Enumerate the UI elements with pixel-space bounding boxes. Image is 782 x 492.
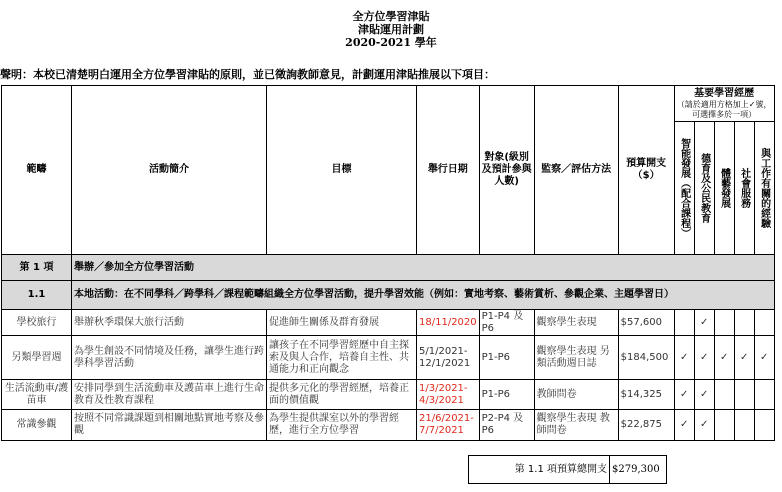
row-description: 按照不同常識課題到相關地點實地考察及參觀 (72, 410, 267, 441)
row-category: 常識參觀 (2, 410, 72, 441)
row-evaluation: 觀察學生表現 教師問卷 (534, 410, 618, 441)
row-target: P1-P6 (479, 380, 534, 410)
row-goal: 讓孩子在不同學習經歷中自主探索及與人合作，培養自主性、共通能力和正向觀念 (267, 336, 417, 380)
header-date: 舉行日期 (417, 86, 480, 255)
check-cell: ✓ (694, 380, 714, 410)
row-goal: 提供多元化的學習經歷，培養正面的價值觀 (267, 380, 417, 410)
row-description: 為學生創設不同情境及任務，讓學生進行跨學科學習活動 (72, 336, 267, 380)
row-evaluation: 教師問卷 (534, 380, 618, 410)
check-cell: ✓ (694, 310, 714, 336)
row-date: 21/6/2021-7/7/2021 (417, 410, 480, 441)
document-title (0, 10, 782, 49)
row-budget: $57,600 (618, 310, 674, 336)
table-row (2, 380, 775, 410)
row-description: 舉辦秋季環保大旅行活動 (72, 310, 267, 336)
header-exp-intellectual: 智能發展（配合課程） (674, 122, 694, 255)
check-cell (674, 310, 694, 336)
title-line-1: 全方位學習津貼 (352, 10, 430, 23)
check-cell (714, 310, 734, 336)
subitem-title: 本地活動：在不同學科／跨學科／課程範疇組織全方位學習活動，提升學習效能（例如：實地考察、藝術賞析、參觀企業、主題學習日） (72, 281, 775, 310)
check-cell (714, 380, 734, 410)
declaration-statement: 聲明：本校已清楚明白運用全方位學習津貼的原則，並已徵詢教師意見，計劃運用津貼推展以下項目： (0, 68, 495, 81)
check-cell: ✓ (674, 380, 694, 410)
total-label: 第 1.1 項預算總開支 (469, 456, 610, 484)
row-budget: $14,325 (618, 380, 674, 410)
check-cell (714, 410, 734, 441)
check-cell: ✓ (694, 336, 714, 380)
title-line-2: 津貼運用計劃 (358, 23, 424, 36)
header-description: 活動簡介 (72, 86, 267, 255)
header-exp-service: 社會服務 (734, 122, 754, 255)
header-category: 範疇 (2, 86, 72, 255)
row-evaluation: 觀察學生表現 另類活動週日誌 (534, 336, 618, 380)
check-cell (754, 310, 774, 336)
check-cell (734, 410, 754, 441)
check-cell: ✓ (694, 410, 714, 441)
title-line-3: 2020-2021 學年 (345, 36, 437, 49)
plan-table (1, 85, 775, 441)
row-goal: 促進師生關係及群育發展 (267, 310, 417, 336)
check-cell: ✓ (714, 336, 734, 380)
check-cell (734, 310, 754, 336)
check-cell: ✓ (754, 336, 774, 380)
row-target: P2-P4 及 P6 (479, 410, 534, 441)
header-evaluation: 監察／評估方法 (534, 86, 618, 255)
row-evaluation: 觀察學生表現 (534, 310, 618, 336)
table-row (2, 410, 775, 441)
row-category: 生活流動車/護苗車 (2, 380, 72, 410)
row-target: P1-P4 及 P6 (479, 310, 534, 336)
row-budget: $22,875 (618, 410, 674, 441)
header-exp-arts: 體藝發展 (714, 122, 734, 255)
row-date: 1/3/2021-4/3/2021 (417, 380, 480, 410)
table-row (2, 336, 775, 380)
check-cell (754, 380, 774, 410)
header-goal: 目標 (267, 86, 417, 255)
header-exp-work: 與工作有關的經驗 (754, 122, 774, 255)
row-target: P1-P6 (479, 336, 534, 380)
header-basic-experiences (674, 86, 774, 122)
table-row (2, 310, 775, 336)
header-target: 對象(級別及預計參與人數) (479, 86, 534, 255)
total-table (468, 455, 667, 484)
check-cell (734, 380, 754, 410)
row-description: 安排同學到生活流動車及護苗車上進行生命教育及性教育課程 (72, 380, 267, 410)
item-number: 第 1 項 (2, 255, 72, 281)
row-goal: 為學生提供課室以外的學習經歷，進行全方位學習 (267, 410, 417, 441)
row-date: 5/1/2021-12/1/2021 (417, 336, 480, 380)
basic-note: （請於適用方格加上✓號，可選擇多於一項） (676, 99, 772, 119)
check-cell: ✓ (674, 410, 694, 441)
row-category: 另類學習週 (2, 336, 72, 380)
subitem-number: 1.1 (2, 281, 72, 310)
header-exp-moral: 德育及公民教育 (694, 122, 714, 255)
check-cell: ✓ (734, 336, 754, 380)
check-cell (754, 410, 774, 441)
header-budget: 預算開支（$） (618, 86, 674, 255)
total-value: $279,300 (610, 456, 667, 484)
row-budget: $184,500 (618, 336, 674, 380)
row-date: 18/11/2020 (417, 310, 480, 336)
check-cell: ✓ (674, 336, 694, 380)
row-category: 學校旅行 (2, 310, 72, 336)
basic-title: 基要學習經歷 (694, 87, 755, 99)
item-title: 舉辦／參加全方位學習活動 (72, 255, 775, 281)
